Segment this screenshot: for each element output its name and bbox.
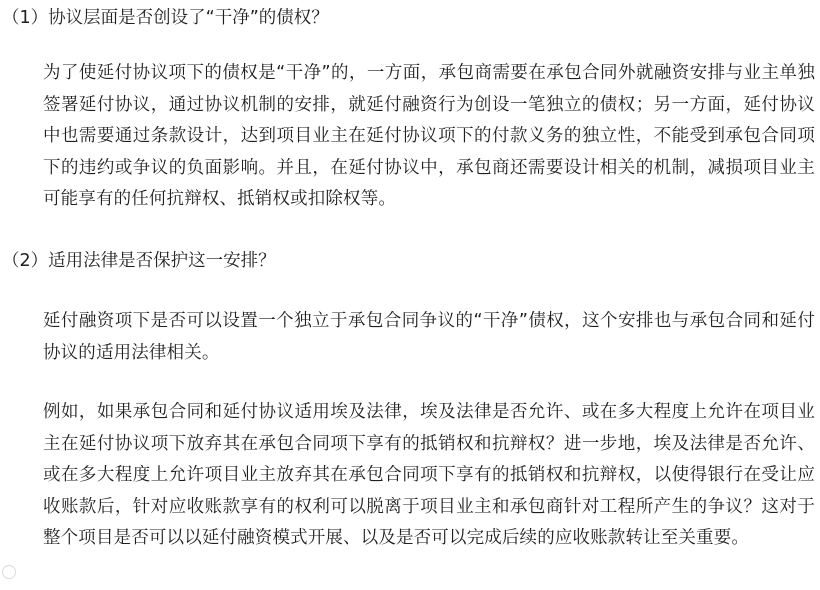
watermark-logo — [2, 563, 16, 581]
section-1-paragraph: 为了使延付协议项下的债权是“干净”的，一方面，承包商需要在承包合同外就融资安排与业主单独签署延付协议，通过协议机制的安排，就延付融资行为创设一笔独立的债权；另一方面，延付协议中也需要通过条款设计，达到项目业主在延付协议项下的付款义务的独立性，不能受到承包合同项下的违约或争议的负面影响。并且，在延付协议中，承包商还需要设计相关的机制，减损项目业主可能享有的任何抗辩权、抵销权或扣除权等。 — [43, 63, 815, 209]
section-2-heading: （2）适用法律是否保护这一安排？ — [2, 251, 276, 271]
watermark-icon — [2, 565, 16, 579]
section-2-paragraph-2: 例如，如果承包合同和延付协议适用埃及法律，埃及法律是否允许、或在多大程度上允许在项目业主在延付协议项下放弃其在承包合同项下享有的抵销权和抗辩权？进一步地，埃及法律是否允许、或在多大程度上允许项目业主放弃其在承包合同项下享有的抵销权和抗辩权，以使得银行在受让应收账款后，针对应收账款享有的权利可以脱离于项目业主和承包商针对工程所产生的争议？这对于整个项目是否可以以延付融资模式开展、以及是否可以完成后续的应收账款转让至关重要。 — [43, 402, 815, 548]
section-2-paragraph-1: 延付融资项下是否可以设置一个独立于承包合同争议的“干净”债权，这个安排也与承包合同和延付协议的适用法律相关。 — [43, 311, 815, 363]
section-1-heading: （1）协议层面是否创设了“干净”的债权？ — [2, 8, 329, 28]
